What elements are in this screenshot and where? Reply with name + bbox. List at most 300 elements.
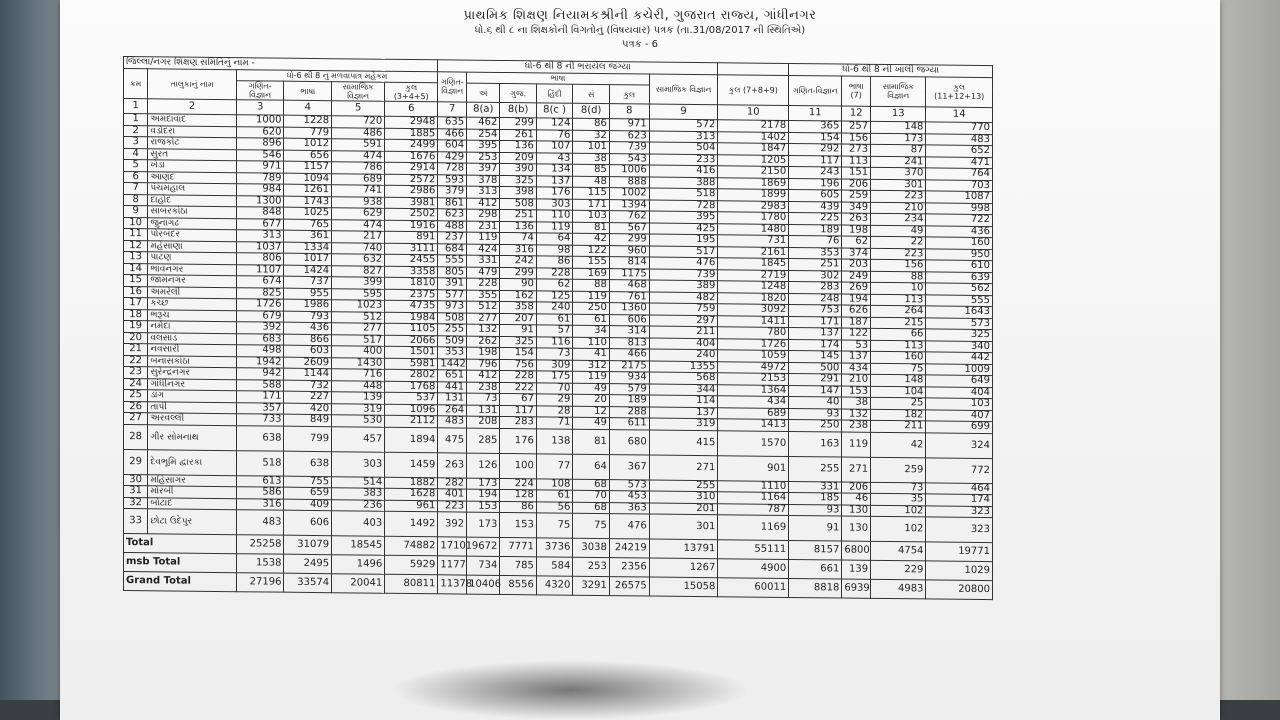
row-number: 23 <box>124 367 148 379</box>
table-cell: 789 <box>236 172 284 184</box>
table-cell: 238 <box>842 420 871 432</box>
table-cell: 132 <box>467 324 500 336</box>
district-name: મોરબી <box>148 486 237 498</box>
row-number: 17 <box>124 298 148 310</box>
table-cell: 586 <box>236 487 284 499</box>
row-number: 26 <box>124 401 148 413</box>
table-cell: 209 <box>500 152 537 164</box>
col-f-samajik: સામાજિક વિજ્ઞાન <box>649 74 718 105</box>
table-cell: 32 <box>573 130 610 142</box>
table-cell: 1885 <box>385 128 438 140</box>
district-name: મહેસાણા <box>148 240 237 252</box>
table-cell: 4972 <box>718 361 789 373</box>
district-name: કચ્છ <box>148 298 237 310</box>
table-cell: 3358 <box>385 266 438 278</box>
table-cell: 639 <box>926 271 993 283</box>
total-cell: 4983 <box>871 579 926 599</box>
table-cell: 716 <box>332 369 385 381</box>
district-name: અરવલ્લી <box>148 413 237 425</box>
column-number: 4 <box>284 100 332 115</box>
table-cell: 1355 <box>649 361 718 373</box>
table-cell: 1492 <box>385 511 438 537</box>
total-cell: 74882 <box>385 536 438 556</box>
table-cell: 383 <box>332 488 385 500</box>
table-cell: 475 <box>438 427 467 452</box>
table-cell: 577 <box>438 289 467 301</box>
table-cell: 40 <box>789 396 842 408</box>
table-cell: 442 <box>926 352 993 364</box>
table-cell: 425 <box>649 223 718 235</box>
table-cell: 145 <box>789 350 842 362</box>
row-number: 21 <box>124 344 148 356</box>
table-cell: 483 <box>926 133 993 145</box>
table-cell: 960 <box>609 245 649 257</box>
table-cell: 579 <box>609 383 649 395</box>
col-v-bhasha: ભાષા (7) <box>842 76 871 107</box>
table-cell: 620 <box>236 126 284 138</box>
table-cell: 277 <box>332 323 385 335</box>
table-cell: 49 <box>573 383 610 395</box>
table-cell: 699 <box>926 421 993 433</box>
table-cell: 208 <box>467 416 500 428</box>
table-cell: 2986 <box>385 185 438 197</box>
table-cell: 623 <box>609 130 649 142</box>
row-number: 12 <box>124 240 148 252</box>
table-cell: 148 <box>871 374 926 386</box>
table-cell: 457 <box>332 426 385 452</box>
table-cell: 124 <box>536 118 573 130</box>
table-cell: 56 <box>536 501 573 513</box>
district-name: ભરૂચ <box>148 309 237 321</box>
column-number: 8(d) <box>573 103 610 118</box>
column-number: 13 <box>871 106 926 122</box>
table-cell: 224 <box>500 478 537 490</box>
table-cell: 261 <box>500 129 537 141</box>
table-cell: 119 <box>536 221 573 233</box>
district-name: તાપી <box>148 401 237 413</box>
district-name: ગાંધીનગર <box>148 378 237 390</box>
table-cell: 517 <box>649 246 718 258</box>
table-cell: 629 <box>332 208 385 220</box>
table-cell: 434 <box>718 396 789 408</box>
table-cell: 116 <box>536 336 573 348</box>
table-cell: 73 <box>536 348 573 360</box>
table-cell: 1810 <box>385 277 438 289</box>
table-cell: 171 <box>789 316 842 328</box>
table-cell: 353 <box>789 247 842 259</box>
table-cell: 250 <box>789 419 842 431</box>
table-cell: 225 <box>789 212 842 224</box>
table-cell: 171 <box>236 391 284 403</box>
total-cell: 4754 <box>871 541 926 561</box>
table-cell: 500 <box>789 362 842 374</box>
paper-sheet <box>60 0 1220 720</box>
table-cell: 119 <box>573 291 610 303</box>
table-cell: 151 <box>842 167 871 179</box>
table-cell: 154 <box>789 132 842 144</box>
table-cell: 466 <box>438 128 467 140</box>
table-cell: 28 <box>536 405 573 417</box>
table-cell: 659 <box>284 487 332 499</box>
col-s-ganit: ગણિત-વિજ્ઞાન <box>236 81 284 100</box>
table-cell: 466 <box>609 349 649 361</box>
table-cell: 684 <box>438 243 467 255</box>
table-cell: 108 <box>536 478 573 490</box>
table-cell: 93 <box>789 504 842 516</box>
total-cell: 26575 <box>609 577 649 596</box>
table-cell: 242 <box>500 255 537 267</box>
table-cell: 508 <box>438 312 467 324</box>
col-s-samajik: સામાજિક વિજ્ઞાન <box>332 82 385 102</box>
table-cell: 2948 <box>385 116 438 128</box>
table-cell: 217 <box>332 231 385 243</box>
column-number: 3 <box>236 100 284 115</box>
table-cell: 86 <box>500 501 537 513</box>
table-cell: 61 <box>573 314 610 326</box>
table-cell: 680 <box>609 429 649 454</box>
table-cell: 689 <box>332 173 385 185</box>
table-cell: 453 <box>609 491 649 503</box>
row-number: 6 <box>124 171 148 183</box>
col-kram: ક્રમ <box>124 68 148 99</box>
table-cell: 1899 <box>718 189 789 201</box>
table-cell: 1726 <box>236 299 284 311</box>
table-cell: 1570 <box>718 430 789 456</box>
table-cell: 363 <box>609 502 649 514</box>
table-cell: 49 <box>573 417 610 429</box>
table-cell: 498 <box>236 345 284 357</box>
table-cell: 1017 <box>284 253 332 265</box>
total-cell: 3038 <box>573 538 610 557</box>
table-title: જિલ્લા/નગર શિક્ષણ સમિતિનું નામ - <box>124 57 438 72</box>
table-cell: 257 <box>842 121 871 133</box>
table-cell: 787 <box>718 503 789 515</box>
table-cell: 2112 <box>385 415 438 427</box>
table-cell: 173 <box>467 478 500 490</box>
table-cell: 1882 <box>385 477 438 489</box>
table-cell: 464 <box>926 482 993 494</box>
table-cell: 764 <box>926 168 993 180</box>
table-cell: 401 <box>438 489 467 501</box>
row-number: 11 <box>124 229 148 241</box>
table-cell: 357 <box>236 402 284 414</box>
table-cell: 1169 <box>718 515 789 541</box>
table-cell: 114 <box>649 395 718 407</box>
table-cell: 849 <box>284 414 332 426</box>
table-cell: 61 <box>536 490 573 502</box>
total-cell: 11378 <box>438 575 467 594</box>
table-cell: 189 <box>789 224 842 236</box>
table-cell: 955 <box>284 288 332 300</box>
table-cell: 796 <box>467 359 500 371</box>
table-cell: 1845 <box>718 258 789 270</box>
table-cell: 162 <box>500 290 537 302</box>
col-taluka: તાલુકાનું નામ <box>148 68 237 99</box>
total-cell: 3291 <box>573 576 610 595</box>
table-cell: 132 <box>842 409 871 421</box>
table-cell: 961 <box>385 500 438 512</box>
table-cell: 110 <box>536 210 573 222</box>
table-cell: 262 <box>467 336 500 348</box>
table-cell: 934 <box>609 372 649 384</box>
col-f-hindi: હિંદી <box>536 84 573 103</box>
district-name: અમદાવાદ <box>148 114 237 126</box>
table-cell: 720 <box>332 116 385 128</box>
table-cell: 517 <box>332 334 385 346</box>
table-cell: 1334 <box>284 242 332 254</box>
table-cell: 211 <box>649 326 718 338</box>
table-cell: 325 <box>926 329 993 341</box>
district-name: બનાસકાંઠા <box>148 355 237 367</box>
table-cell: 88 <box>573 279 610 291</box>
table-cell: 2066 <box>385 335 438 347</box>
table-cell: 398 <box>500 186 537 198</box>
table-cell: 292 <box>789 143 842 155</box>
total-cell: 31079 <box>284 535 332 554</box>
total-cell: 7771 <box>500 537 537 556</box>
table-cell: 238 <box>467 382 500 394</box>
total-cell: 3736 <box>536 538 573 557</box>
table-cell: 365 <box>789 120 842 132</box>
table-cell: 555 <box>438 255 467 267</box>
table-cell: 42 <box>871 432 926 458</box>
table-cell: 799 <box>284 426 332 451</box>
table-cell: 38 <box>842 397 871 409</box>
table-cell: 1009 <box>926 363 993 375</box>
table-cell: 1894 <box>385 427 438 453</box>
table-cell: 340 <box>926 340 993 352</box>
table-cell: 103 <box>926 398 993 410</box>
table-cell: 35 <box>871 493 926 505</box>
table-cell: 4735 <box>385 300 438 312</box>
row-number: 5 <box>124 160 148 172</box>
table-cell: 285 <box>467 428 500 453</box>
table-cell: 765 <box>284 219 332 231</box>
table-cell: 420 <box>284 403 332 415</box>
col-f-guj: ગુજ. <box>500 83 537 102</box>
table-cell: 228 <box>536 267 573 279</box>
table-cell: 651 <box>438 370 467 382</box>
district-name: સાબરકાંઠા <box>148 206 237 218</box>
table-cell: 474 <box>332 219 385 231</box>
table-cell: 64 <box>536 233 573 245</box>
table-cell: 518 <box>236 450 284 475</box>
total-cell: 661 <box>789 559 842 579</box>
table-cell: 122 <box>573 245 610 257</box>
row-number: 24 <box>124 378 148 390</box>
table-cell: 81 <box>573 222 610 234</box>
table-cell: 288 <box>609 406 649 418</box>
table-cell: 555 <box>926 294 993 306</box>
table-cell: 125 <box>536 290 573 302</box>
table-cell: 240 <box>649 349 718 361</box>
table-cell: 896 <box>236 138 284 150</box>
total-cell: 25258 <box>236 535 284 554</box>
table-cell: 174 <box>789 339 842 351</box>
table-cell: 299 <box>500 267 537 279</box>
table-cell: 1780 <box>718 212 789 224</box>
table-cell: 101 <box>573 141 610 153</box>
total-cell: 80811 <box>385 574 438 594</box>
table-cell: 223 <box>438 500 467 512</box>
table-cell: 2502 <box>385 208 438 220</box>
table-cell: 786 <box>332 162 385 174</box>
table-cell: 53 <box>842 340 871 352</box>
district-name: સુરેન્દ્રનગર <box>148 367 237 379</box>
table-cell: 331 <box>467 255 500 267</box>
table-cell: 319 <box>649 418 718 430</box>
col-f-sa: સં <box>573 84 610 103</box>
filled-group-header: ધો-6 થી 8 ની ભરાયેલ જગ્યા <box>438 60 718 74</box>
table-cell: 250 <box>573 302 610 314</box>
table-cell: 113 <box>871 294 926 306</box>
table-cell: 412 <box>467 198 500 210</box>
table-cell: 2178 <box>718 120 789 132</box>
table-cell: 1643 <box>926 306 993 318</box>
col-f-total: કુલ (7+8+9) <box>718 74 789 105</box>
table-cell: 283 <box>500 416 537 428</box>
total-cell: 4900 <box>718 559 789 579</box>
table-cell: 689 <box>718 407 789 419</box>
table-cell: 998 <box>926 202 993 214</box>
table-cell: 62 <box>536 279 573 291</box>
table-cell: 137 <box>789 327 842 339</box>
table-cell: 610 <box>926 260 993 272</box>
table-cell: 231 <box>467 221 500 233</box>
table-cell: 391 <box>438 278 467 290</box>
table-cell: 722 <box>926 214 993 226</box>
table-cell: 119 <box>842 432 871 457</box>
table-cell: 198 <box>842 225 871 237</box>
total-cell: 734 <box>467 556 500 575</box>
table-cell: 512 <box>332 311 385 323</box>
district-name: નર્મદા <box>148 321 237 333</box>
table-cell: 264 <box>438 404 467 416</box>
table-cell: 43 <box>536 152 573 164</box>
total-label: Grand Total <box>124 572 237 592</box>
table-cell: 171 <box>573 199 610 211</box>
table-cell: 210 <box>871 202 926 214</box>
table-cell: 271 <box>842 457 871 482</box>
table-cell: 573 <box>609 479 649 491</box>
table-cell: 76 <box>536 129 573 141</box>
table-cell: 48 <box>573 176 610 188</box>
table-cell: 302 <box>789 270 842 282</box>
table-cell: 313 <box>236 230 284 242</box>
table-cell: 131 <box>467 405 500 417</box>
table-cell: 299 <box>609 234 649 246</box>
district-name: વલસાડ <box>148 332 237 344</box>
table-cell: 390 <box>500 163 537 175</box>
table-cell: 703 <box>926 179 993 191</box>
table-cell: 117 <box>500 405 537 417</box>
total-cell: 10406 <box>467 575 500 594</box>
total-cell: 20800 <box>926 580 993 600</box>
table-cell: 1023 <box>332 300 385 312</box>
table-cell: 572 <box>649 119 718 131</box>
table-cell: 176 <box>500 428 537 453</box>
table-cell: 674 <box>236 276 284 288</box>
right-background <box>1210 0 1280 720</box>
table-cell: 115 <box>573 187 610 199</box>
table-cell: 255 <box>789 456 842 482</box>
table-cell: 984 <box>236 184 284 196</box>
table-cell: 573 <box>926 317 993 329</box>
total-cell: 2495 <box>284 554 332 573</box>
table-cell: 613 <box>236 475 284 487</box>
table-cell: 169 <box>573 268 610 280</box>
table-cell: 1501 <box>385 346 438 358</box>
table-cell: 1087 <box>926 191 993 203</box>
table-cell: 251 <box>789 258 842 270</box>
row-number: 4 <box>124 148 148 160</box>
table-cell: 1768 <box>385 381 438 393</box>
table-cell: 891 <box>385 231 438 243</box>
table-cell: 1228 <box>284 115 332 127</box>
table-cell: 1942 <box>236 356 284 368</box>
column-number: 2 <box>148 99 237 115</box>
table-cell: 942 <box>236 368 284 380</box>
table-cell: 679 <box>236 310 284 322</box>
table-cell: 739 <box>609 142 649 154</box>
table-cell: 203 <box>842 259 871 271</box>
table-cell: 103 <box>573 210 610 222</box>
table-cell: 755 <box>284 476 332 488</box>
table-cell: 374 <box>842 248 871 260</box>
table-cell: 299 <box>500 117 537 129</box>
table-cell: 950 <box>926 248 993 260</box>
table-cell: 403 <box>332 511 385 537</box>
table-cell: 1175 <box>609 268 649 280</box>
table-cell: 113 <box>842 156 871 168</box>
table-cell: 137 <box>536 175 573 187</box>
table-cell: 476 <box>649 257 718 269</box>
table-cell: 2161 <box>718 246 789 258</box>
document-subtitle: ધો.૬ થી ૮ ના શિક્ષકોની વિગતોનું (વિષયવાર) પત્રક (તા.31/08/2017 ની સ્થિતિએ) <box>474 25 806 36</box>
table-cell: 240 <box>536 302 573 314</box>
table-cell: 117 <box>789 155 842 167</box>
row-number: 20 <box>124 332 148 344</box>
table-cell: 147 <box>789 385 842 397</box>
table-cell: 448 <box>332 380 385 392</box>
district-name: ખેડા <box>148 160 237 172</box>
table-cell: 323 <box>926 505 993 517</box>
column-number: 12 <box>842 106 871 121</box>
table-cell: 1480 <box>718 223 789 235</box>
table-cell: 194 <box>842 294 871 306</box>
table-cell: 389 <box>649 280 718 292</box>
table-cell: 392 <box>438 512 467 537</box>
table-cell: 606 <box>609 314 649 326</box>
total-cell: 8818 <box>789 578 842 598</box>
table-cell: 264 <box>871 305 926 317</box>
table-cell: 303 <box>536 198 573 210</box>
row-number: 19 <box>124 321 148 333</box>
total-cell: 1538 <box>236 554 284 573</box>
total-cell: 9672 <box>467 537 500 556</box>
table-cell: 271 <box>649 455 718 481</box>
table-cell: 739 <box>649 269 718 281</box>
table-cell: 88 <box>871 271 926 283</box>
table-cell: 509 <box>438 335 467 347</box>
table-cell: 652 <box>926 145 993 157</box>
table-cell: 223 <box>871 248 926 260</box>
table-cell: 1820 <box>718 292 789 304</box>
table-cell: 126 <box>467 453 500 478</box>
table-cell: 153 <box>842 386 871 398</box>
table-cell: 759 <box>649 303 718 315</box>
table-cell: 2983 <box>718 200 789 212</box>
